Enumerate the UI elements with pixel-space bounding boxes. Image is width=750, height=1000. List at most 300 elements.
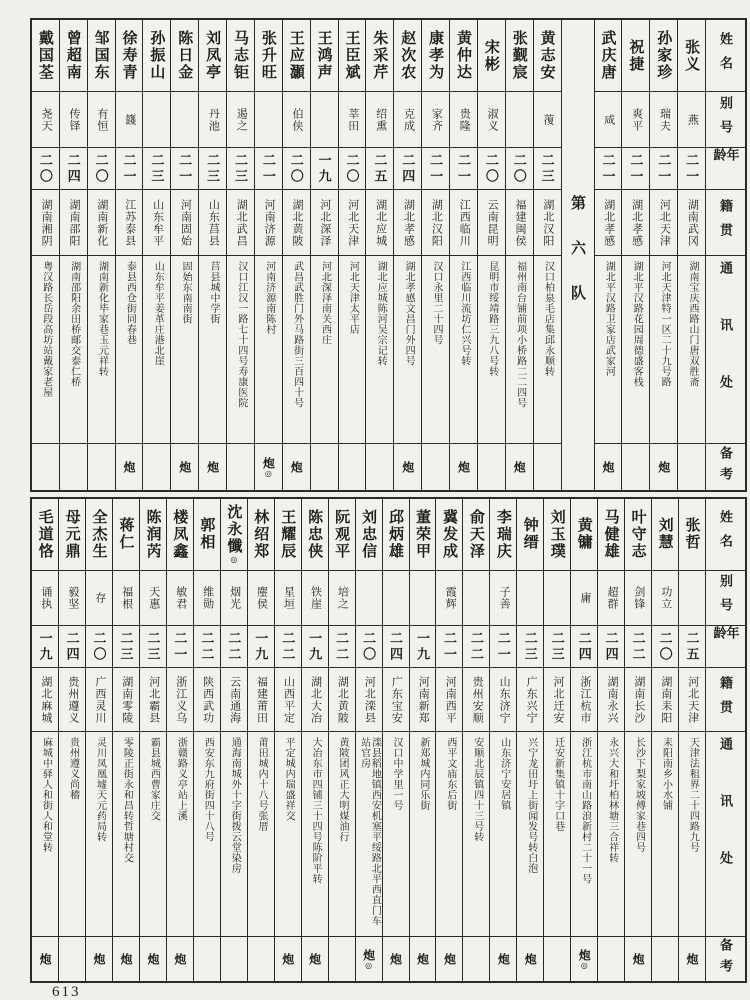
person-column [142,20,170,490]
person-age-cell [113,626,139,668]
person-column [254,20,282,490]
person-native-cell [410,668,436,732]
person-name-cell [383,499,409,571]
person-name-cell [116,20,143,92]
person-age-cell [248,626,274,668]
person-native-cell [248,668,274,732]
person-alias-cell [199,92,226,148]
person-alias-cell [517,571,543,627]
person-alias-text: 毅坚 [66,586,79,611]
person-address-cell [116,256,143,444]
person-column [85,499,112,981]
person-age-cell [679,626,705,668]
person-address-text: 汉口江汉一路七十四号寿康医院 [235,261,247,408]
person-remark-text: 炮 [512,461,527,473]
person-native-cell [517,668,543,732]
person-alias-text: 培之 [336,586,349,611]
person-alias-text: 麈侯 [255,586,268,611]
person-address-text: 福州南台铺前项小桥路二二四号 [514,261,526,408]
person-address-text: 长沙下梨家坡傅家巷四号 [633,737,645,853]
person-age-cell [302,626,328,668]
annotation-mark: ◎ [230,555,238,565]
person-name-text: 朱采芹 [371,30,389,81]
person-age-cell [534,148,561,190]
person-native-cell [275,668,301,732]
person-address-text: 兴宁龙田圩上街闻发号转白泡 [525,737,537,874]
person-native-cell [199,190,226,256]
person-name-text: 陈日金 [176,30,194,81]
person-name-cell [450,20,477,92]
person-remark-cell [339,444,366,490]
person-column [338,20,366,490]
person-address-text: 麻城中驿人和街人和堂转 [40,737,52,853]
roster-table-top [30,18,747,492]
person-native-cell [478,190,505,256]
person-native-text: 湖北黄陂 [290,198,303,247]
header-name-label: 姓名 [718,31,733,80]
person-native-cell [595,190,622,256]
person-age-cell [143,148,170,190]
person-native-text: 湖北孝感 [630,198,643,247]
person-native-cell [143,190,170,256]
person-age-cell [32,626,58,668]
person-remark-cell [595,444,622,490]
person-alias-cell [32,571,58,627]
person-age-cell [227,148,254,190]
person-remark-cell [544,937,570,981]
person-remark-text: 炮 [307,953,322,966]
person-name-cell [490,499,516,571]
person-alias-cell [463,571,489,627]
person-alias-cell [227,92,254,148]
person-age-text: 一九 [37,630,53,663]
header-column [705,20,745,490]
person-address-cell [422,256,449,444]
person-alias-text: 霞辉 [444,586,457,611]
person-alias-text: 遏之 [235,107,248,132]
person-remark-cell [383,937,409,981]
person-name-text: 陈润芮 [144,508,162,560]
person-name-cell [595,20,622,92]
person-age-cell [116,148,143,190]
person-name-cell [248,499,274,571]
person-alias-text: 福根 [120,586,133,611]
person-name-cell [339,20,366,92]
person-native-text: 浙江杭市 [578,675,591,724]
person-address-text: 汉口永里二十四号 [430,261,442,345]
person-address-cell [221,732,247,937]
person-name-cell [534,20,561,92]
person-native-text: 湖北应城 [374,198,387,247]
person-alias-text: 绍熏 [374,107,387,132]
person-age-cell [478,148,505,190]
person-age-cell [650,148,677,190]
person-native-text: 江苏泰县 [123,198,136,247]
person-native-cell [436,668,462,732]
person-remark-cell [436,937,462,981]
person-native-cell [116,190,143,256]
person-alias-cell [383,571,409,627]
person-address-cell [59,732,85,937]
person-native-text: 湖南耒阳 [659,675,672,724]
person-remark-cell [329,937,355,981]
person-remark-cell [227,444,254,490]
person-age-cell [356,626,382,668]
person-address-text: 湖南新化毕家巷玉元祥转 [96,261,108,377]
person-alias-cell [339,92,366,148]
person-address-cell [622,256,649,444]
person-remark-text: 炮 [400,461,415,473]
person-age-text: 二〇 [344,152,360,185]
person-remark-cell [534,444,561,490]
person-column [170,20,198,490]
person-name-text: 张哲 [683,517,701,552]
person-age-text: 二四 [388,630,404,663]
person-age-text: 二三 [205,152,221,185]
person-native-text: 广西灵川 [93,675,106,724]
header-native-label: 籍贯 [718,675,733,724]
person-name-cell [678,20,705,92]
person-age-cell [199,148,226,190]
person-remark-cell [32,444,59,490]
person-age-cell [255,148,282,190]
person-address-cell [410,732,436,937]
person-age-cell [59,626,85,668]
person-age-cell [167,626,193,668]
person-name-cell [194,499,220,571]
person-column [409,499,436,981]
person-native-text: 福建莆田 [255,675,268,724]
person-column [328,499,355,981]
person-alias-cell [678,92,705,148]
person-native-text: 云南昆明 [486,198,499,247]
person-remark-text: 炮 [600,461,615,473]
person-name-text: 张义 [683,38,701,73]
person-age-text: 二三 [522,630,538,663]
person-native-text: 山东济宁 [498,675,511,724]
person-address-text: 西平文庙东后街 [444,737,456,811]
person-age-text: 一九 [414,630,430,663]
person-name-cell [221,499,247,571]
person-alias-cell [88,92,115,148]
person-name-text: 刘凤亭 [204,30,222,81]
person-alias-text: 存 [93,592,106,605]
person-name-text: 邹国东 [92,30,110,81]
person-address-text: 莆田城内十八号张厝 [256,737,268,832]
person-age-cell [283,148,310,190]
person-name-cell [410,499,436,571]
person-remark-cell [59,937,85,981]
person-name-text: 马志钜 [231,30,249,81]
person-address-text: 黄陂团风正大明煤油行 [337,737,349,843]
person-alias-text: 淑义 [486,107,499,132]
person-remark-text: 炮 [442,953,457,966]
person-remark-cell [255,444,282,490]
person-native-text: 湖南永兴 [605,675,618,724]
person-alias-text: 贵隆 [458,107,471,132]
person-age-cell [394,148,421,190]
person-native-text: 河北迁安 [552,675,565,724]
person-remark-cell [490,937,516,981]
person-name-cell [113,499,139,571]
person-native-text: 山西平定 [282,675,295,724]
person-age-cell [275,626,301,668]
person-name-cell [356,499,382,571]
person-address-text: 安顺北辰镇四十三号转 [471,737,483,843]
person-name-text: 阮观平 [333,508,351,560]
person-address-text: 汉口中学里一号 [390,737,402,811]
person-remark-text: 炮 [456,461,471,473]
person-native-cell [59,668,85,732]
person-name-cell [517,499,543,571]
person-address-cell [366,256,393,444]
person-name-cell [199,20,226,92]
person-native-text: 湖南新化 [95,198,108,247]
person-native-text: 湖南长沙 [632,675,645,724]
person-name-text: 马健雄 [602,508,620,560]
person-address-text: 湖北应城陈河吴宗记转 [375,261,387,366]
person-age-cell [436,626,462,668]
person-column [597,499,624,981]
person-address-cell [199,256,226,444]
person-column [570,499,597,981]
person-native-cell [422,190,449,256]
header-native-cell [706,190,745,256]
person-native-text: 福建闽侯 [513,198,526,247]
person-column [505,20,533,490]
person-age-text: 一九 [316,152,332,185]
person-age-text: 二一 [656,152,672,185]
person-column [435,499,462,981]
person-column [58,499,85,981]
header-age-cell [706,148,745,190]
person-alias-text: 爽平 [630,107,643,132]
person-address-cell [329,732,355,937]
person-name-text: 黄镛 [575,517,593,552]
person-remark-cell [410,937,436,981]
person-column [543,499,570,981]
person-address-text: 湖北孝感文昌门外四号 [403,261,415,366]
person-remark-cell [86,937,112,981]
team-label: 第六队 [569,195,586,330]
person-native-text: 湖北武昌 [235,198,248,247]
person-alias-text: 诵执 [39,586,52,611]
person-column [112,499,139,981]
person-native-text: 湖北黄陂 [336,675,349,724]
person-native-cell [60,190,87,256]
person-name-text: 王耀辰 [279,508,297,560]
person-age-text: 二〇 [37,152,53,185]
person-name-text: 冀发成 [440,508,458,560]
person-native-cell [622,190,649,256]
person-alias-cell [86,571,112,627]
person-age-text: 一九 [253,630,269,663]
person-age-cell [60,148,87,190]
person-age-cell [595,148,622,190]
person-column [32,499,58,981]
person-name-cell [32,20,59,92]
header-address-cell [706,256,745,444]
person-address-text: 江西临川流坊仁兴号转 [458,261,470,366]
header-column [705,499,745,981]
person-address-cell [339,256,366,444]
person-column [677,20,705,490]
person-native-text: 河北天津 [686,675,699,724]
person-column [516,499,543,981]
person-name-cell [652,499,678,571]
person-remark-cell [571,937,597,981]
header-name-label: 姓名 [718,510,733,559]
person-address-cell [450,256,477,444]
person-address-text: 大冶东市四铺三十四号陈阶平转 [310,737,322,885]
person-native-cell [302,668,328,732]
person-remark-text: 炮 [656,461,671,473]
person-remark-cell [113,937,139,981]
person-alias-text: 咸 [602,113,615,126]
person-name-text: 毛道恪 [36,508,54,560]
person-name-cell [88,20,115,92]
person-native-text: 陕西武功 [201,675,214,724]
person-name-cell [463,499,489,571]
person-column [247,499,274,981]
person-remark-text: 炮 [172,953,187,966]
person-remark-text: 炮 [415,953,430,966]
person-remark-text: 炮 [177,461,192,473]
person-name-cell [143,20,170,92]
person-alias-text: 庸 [578,592,591,605]
person-age-text: 二四 [603,630,619,663]
person-age-text: 二一 [455,152,471,185]
person-alias-cell [221,571,247,627]
person-name-cell [394,20,421,92]
person-alias-text: 星垣 [282,586,295,611]
person-address-cell [490,732,516,937]
person-alias-text: 铁崖 [309,586,322,611]
person-native-text: 湖南邵阳 [67,198,80,247]
person-remark-cell [60,444,87,490]
person-native-text: 湖北孝感 [602,198,615,247]
person-address-text: 零陵正街永和昌转哲塘村交 [121,737,133,864]
person-native-cell [678,190,705,256]
person-alias-text: 敏君 [174,586,187,611]
person-alias-cell [60,92,87,148]
person-native-text: 河北霸县 [147,675,160,724]
person-name-cell [275,499,301,571]
person-address-text: 灵川凤凰墟天元药局转 [94,737,106,843]
person-address-cell [463,732,489,937]
person-remark-text: 炮 [523,953,538,966]
person-column [365,20,393,490]
person-address-text: 河北天津太平店 [347,261,359,335]
person-address-cell [436,732,462,937]
person-native-cell [88,190,115,256]
person-name-text: 王应灝 [287,30,305,81]
person-name-text: 徐寿青 [120,30,138,81]
person-column [678,499,705,981]
person-native-text: 河北深泽 [318,198,331,247]
person-name-text: 叶守志 [629,508,647,560]
person-native-text: 河南固始 [179,198,192,247]
person-alias-cell [366,92,393,148]
person-address-text: 固始东南南街 [180,261,192,324]
person-alias-cell [329,571,355,627]
person-native-cell [383,668,409,732]
person-native-cell [140,668,166,732]
person-native-text: 湖北大冶 [309,675,322,724]
person-column [382,499,409,981]
person-name-text: 李瑞庆 [494,508,512,560]
person-address-cell [113,732,139,937]
person-alias-text: 超群 [605,586,618,611]
person-column [282,20,310,490]
person-name-text: 祝捷 [627,38,645,73]
person-remark-cell [32,937,58,981]
person-age-cell [598,626,624,668]
person-alias-cell [544,571,570,627]
person-alias-cell [140,571,166,627]
person-address-cell [678,256,705,444]
person-native-text: 河南新郑 [417,675,430,724]
person-address-cell [88,256,115,444]
person-name-text: 刘玉璞 [548,508,566,560]
person-native-text: 湖北汉阳 [430,198,443,247]
person-alias-cell [622,92,649,148]
person-address-cell [652,732,678,937]
person-address-text: 西安东九府街四十八号 [202,737,214,843]
person-age-text: 二四 [400,152,416,185]
person-column [621,20,649,490]
person-alias-text: 天惠 [147,586,160,611]
person-remark-cell [116,444,143,490]
person-native-cell [167,668,193,732]
person-name-cell [622,20,649,92]
person-remark-cell [366,444,393,490]
person-native-text: 广东兴宁 [525,675,538,724]
header-address-cell [706,732,745,937]
person-age-text: 二一 [628,152,644,185]
person-alias-cell [32,92,59,148]
person-native-text: 贵州安顺 [471,675,484,724]
person-age-text: 二四 [64,630,80,663]
person-native-text: 河南西平 [444,675,457,724]
person-age-text: 二三 [145,630,161,663]
person-address-text: 泰县西仓街同春巷 [124,261,136,345]
person-remark-cell [167,937,193,981]
person-alias-text: 家齐 [430,107,443,132]
person-name-cell [650,20,677,92]
person-address-text: 湖北平汉路花园周德盛客栈 [631,261,643,387]
person-alias-cell [490,571,516,627]
person-age-text: 二一 [172,630,188,663]
header-remark-cell [706,444,745,490]
person-native-text: 湖北麻城 [39,675,52,724]
person-age-text: 二一 [684,152,700,185]
person-address-cell [255,256,282,444]
person-native-cell [366,190,393,256]
person-remark-cell [650,444,677,490]
person-native-cell [652,668,678,732]
person-age-cell [339,148,366,190]
person-remark-text: 炮 [92,953,107,966]
header-address-label: 通讯处 [718,261,733,432]
person-native-cell [679,668,705,732]
person-remark-cell [394,444,421,490]
person-age-text: 二一 [428,152,444,185]
person-name-text: 全杰生 [90,508,108,560]
person-name-text: 刘慧 [656,517,674,552]
person-alias-text: 传铎 [67,107,80,132]
person-native-cell [339,190,366,256]
